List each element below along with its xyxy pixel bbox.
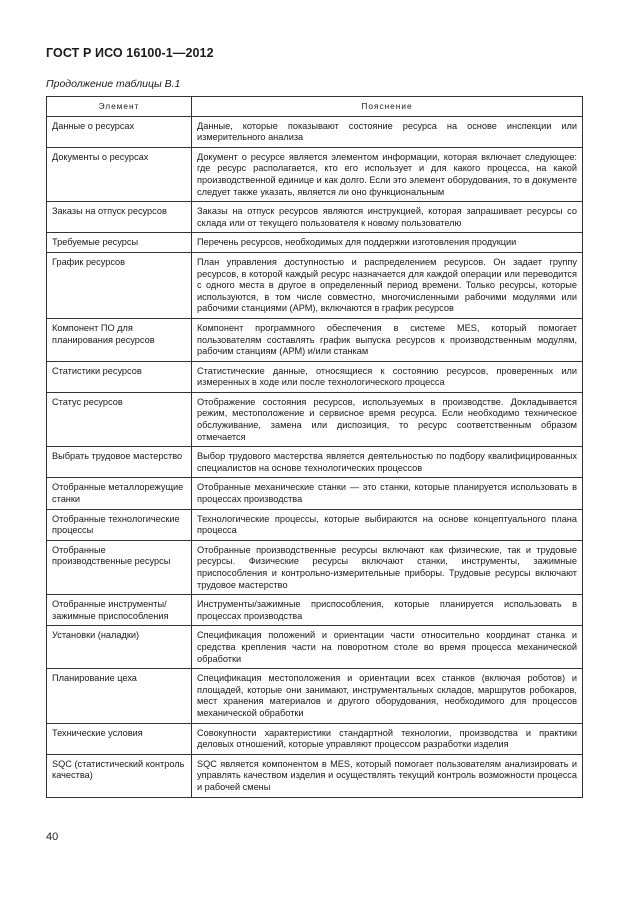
definitions-table (46, 96, 583, 798)
table-row (47, 478, 583, 509)
table-row (47, 540, 583, 594)
table-header-row (47, 97, 583, 117)
description-cell: Технологические процессы, которые выбираются на основе концептуального плана процесса (192, 509, 583, 540)
element-cell: SQC (статистический контроль качества) (47, 754, 192, 797)
description-cell: Заказы на отпуск ресурсов являются инструкцией, которая запрашивает ресурсы со склада или от текущего пользователя к новому пользователю (192, 202, 583, 233)
table-row (47, 509, 583, 540)
table-row (47, 626, 583, 669)
description-cell: Отобранные механические станки — это станки, которые планируется использовать в процессах производства (192, 478, 583, 509)
description-cell: Компонент программного обеспечения в системе MES, который помогает пользователям составлять график выпуска ресурсов к производственным модулям, рабочим станциям (АРМ) и/или станкам (192, 318, 583, 361)
element-cell: Установки (наладки) (47, 626, 192, 669)
page-number: 40 (46, 831, 59, 843)
description-cell: Совокупности характеристики стандартной технологии, производства и практики деловых отношений, которые управляют процессом разработки изделия (192, 723, 583, 754)
element-cell: График ресурсов (47, 252, 192, 318)
table-row (47, 116, 583, 147)
table-row (47, 669, 583, 723)
description-cell: Отображение состояния ресурсов, используемых в производстве. Докладывается режим, местоположение и сервисное время ресурса. Если необходимо техническое обслуживание, замена или диспозиция, то ресурс соответственным образом отмечается (192, 392, 583, 446)
description-cell: Инструменты/зажимные приспособления, которые планируется использовать в процессах производства (192, 595, 583, 626)
element-cell: Компонент ПО для планирования ресурсов (47, 318, 192, 361)
element-cell: Данные о ресурсах (47, 116, 192, 147)
standard-title: ГОСТ Р ИСО 16100-1—2012 (46, 46, 214, 60)
table-row (47, 392, 583, 446)
table-row (47, 233, 583, 253)
table-row (47, 447, 583, 478)
element-cell: Отобранные металлорежущие станки (47, 478, 192, 509)
table-caption: Продолжение таблицы В.1 (46, 78, 181, 90)
description-cell: SQC является компонентом в MES, который помогает пользователям анализировать и управлять качеством изделия и осуществлять текущий контроль возможности процесса и рабочей смены (192, 754, 583, 797)
element-cell: Статистики ресурсов (47, 361, 192, 392)
column-header-description: Пояснение (192, 97, 583, 117)
column-header-element: Элемент (47, 97, 192, 117)
table-row (47, 252, 583, 318)
element-cell: Отобранные производственные ресурсы (47, 540, 192, 594)
table-row (47, 361, 583, 392)
table-row (47, 754, 583, 797)
table-row (47, 595, 583, 626)
element-cell: Отобранные инструменты/ зажимные приспособления (47, 595, 192, 626)
element-cell: Выбрать трудовое мастерство (47, 447, 192, 478)
table-row (47, 723, 583, 754)
element-cell: Отобранные технологические процессы (47, 509, 192, 540)
description-cell: Документ о ресурсе является элементом информации, которая включает следующее: где ресурс располагается, кто его использует и для какого процесса, на какой производственной единице и как долго. Если это элемент оборудования, то в документе следует также указать, является ли оно функциональным (192, 147, 583, 201)
description-cell: План управления доступностью и распределением ресурсов. Он задает группу ресурсов, в которой каждый ресурс назначается для каждой операции или переводится с одного места в другое в определенный период времени. Только ресурсы, которые используются, в том числе совместно, многочисленными рабочими модулями или рабочими станциями (АРМ), включаются в график ресурсов (192, 252, 583, 318)
description-cell: Отобранные производственные ресурсы включают как физические, так и трудовые ресурсы. Физические ресурсы включают станки, инструменты, зажимные приспособления и контрольно-измерительные приборы. Трудовые ресурсы включают трудовое мастерство (192, 540, 583, 594)
description-cell: Данные, которые показывают состояние ресурса на основе инспекции или измерительного анализа (192, 116, 583, 147)
element-cell: Заказы на отпуск ресурсов (47, 202, 192, 233)
description-cell: Выбор трудового мастерства является деятельностью по подбору квалифицированных специалистов на основе технологических процессов (192, 447, 583, 478)
element-cell: Статус ресурсов (47, 392, 192, 446)
element-cell: Планирование цеха (47, 669, 192, 723)
table-row (47, 318, 583, 361)
description-cell: Статистические данные, относящиеся к состоянию ресурсов, проверенных или измеренных в ходе или после технологического процесса (192, 361, 583, 392)
element-cell: Требуемые ресурсы (47, 233, 192, 253)
description-cell: Спецификация положений и ориентации части относительно координат станка и средства крепления части на поворотном столе во время процесса механической обработки (192, 626, 583, 669)
element-cell: Документы о ресурсах (47, 147, 192, 201)
description-cell: Перечень ресурсов, необходимых для поддержки изготовления продукции (192, 233, 583, 253)
table-row (47, 202, 583, 233)
description-cell: Спецификация местоположения и ориентации всех станков (включая роботов) и площадей, которые они занимают, инструментальных складов, маршрутов робокаров, мест хранения материалов и другого оборудования, необходимого для процессов механической обработки (192, 669, 583, 723)
element-cell: Технические условия (47, 723, 192, 754)
table-row (47, 147, 583, 201)
